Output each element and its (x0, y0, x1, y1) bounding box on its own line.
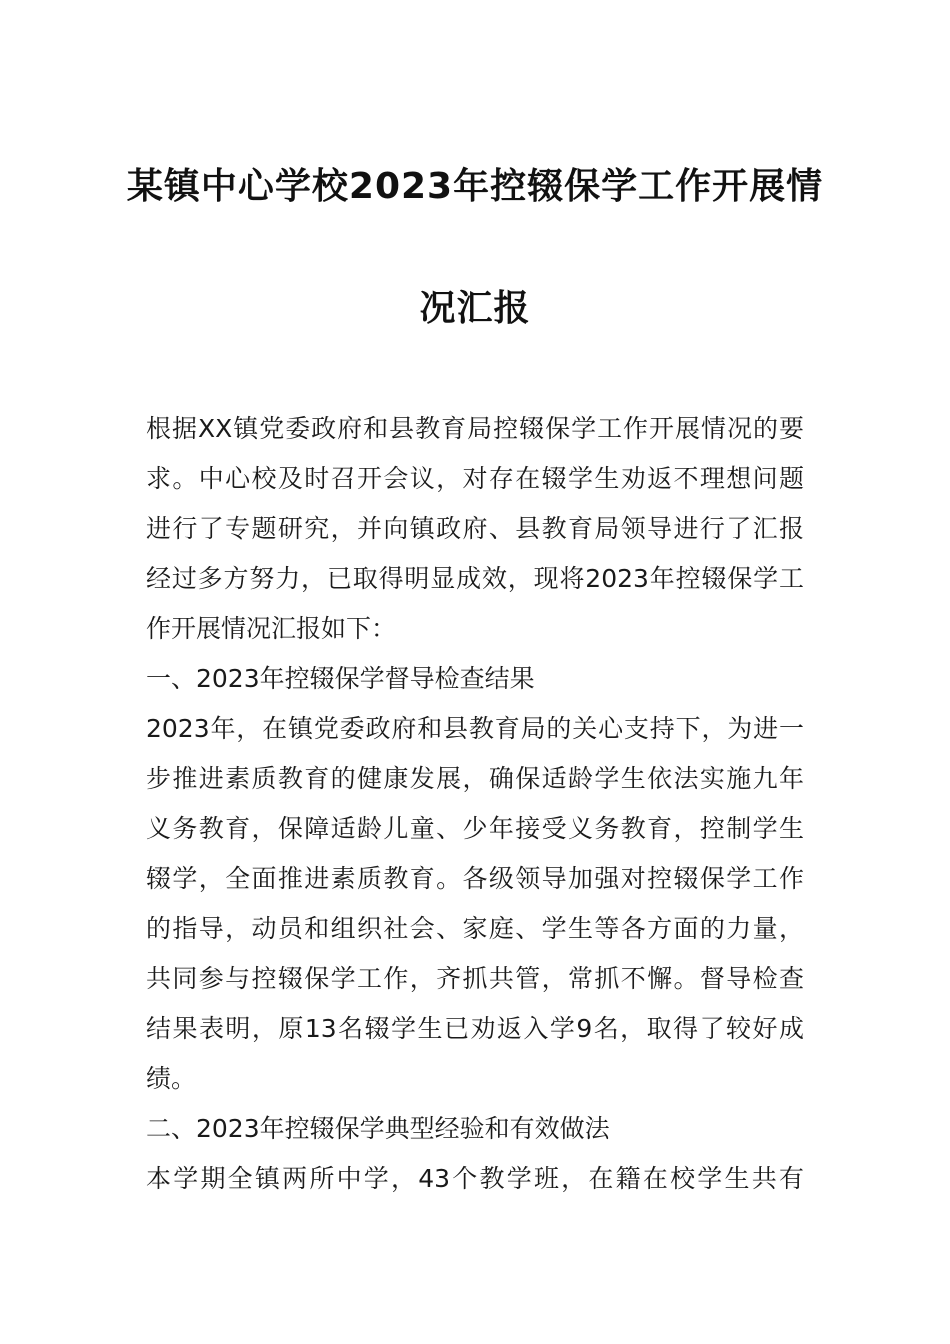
body-text-line: 共同参与控辍保学工作，齐抓共管，常抓不懈。督导检查 (146, 964, 804, 993)
body-text-line: 经过多方努力，已取得明显成效，现将2023年控辍保学工 (146, 564, 804, 593)
body-text-line: 进行了专题研究，并向镇政府、县教育局领导进行了汇报 (146, 514, 804, 543)
body-text-line: 的指导，动员和组织社会、家庭、学生等各方面的力量， (146, 914, 804, 943)
section-heading-2: 二、2023年控辍保学典型经验和有效做法 (146, 1114, 610, 1143)
body-text-line: 步推进素质教育的健康发展，确保适龄学生依法实施九年 (146, 764, 804, 793)
document-title-line-1: 某镇中心学校2023年控辍保学工作开展情 (126, 166, 824, 207)
body-text-line: 辍学，全面推进素质教育。各级领导加强对控辍保学工作 (146, 864, 804, 893)
body-text-line: 绩。 (146, 1064, 197, 1093)
section-heading-1: 一、2023年控辍保学督导检查结果 (146, 664, 535, 693)
body-text-line: 2023年，在镇党委政府和县教育局的关心支持下，为进一 (146, 714, 804, 743)
body-text-line: 作开展情况汇报如下： (146, 614, 397, 643)
body-text-line: 根据XX镇党委政府和县教育局控辍保学工作开展情况的要 (146, 414, 804, 443)
body-text-line: 本学期全镇两所中学，43个教学班，在籍在校学生共有 (146, 1164, 804, 1193)
body-text-line: 求。中心校及时召开会议，对存在辍学生劝返不理想问题 (146, 464, 804, 493)
body-text-line: 结果表明，原13名辍学生已劝返入学9名，取得了较好成 (146, 1014, 804, 1043)
document-title-line-2: 况汇报 (419, 288, 531, 329)
body-text-line: 义务教育，保障适龄儿童、少年接受义务教育，控制学生 (146, 814, 804, 843)
